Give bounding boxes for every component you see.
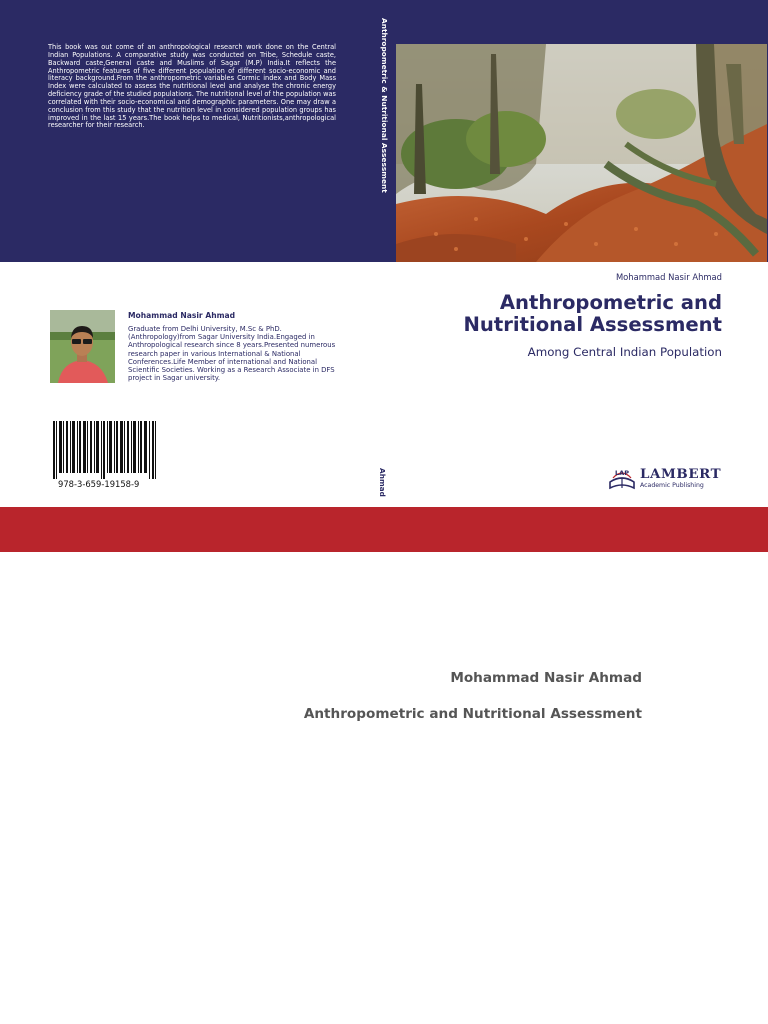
logo-mark-text: LAP xyxy=(615,469,629,477)
front-cover-subtitle: Among Central Indian Population xyxy=(527,345,722,359)
front-cover-title-line1: Anthropometric and xyxy=(499,291,722,314)
front-cover-author: Mohammad Nasir Ahmad xyxy=(615,272,722,282)
back-cover-blurb: This book was out come of an anthropological research work done on the Central Indian Populations. A comparative study was conducted on Tribe, Schedule caste, Backward caste,General caste and Muslims of Sagar (M.P) India.It reflects the Anthropometric features of five different population of different socio-economic and literacy background.From the anthropometric variables Cormic index and Body Mass Index were calculated to assess the nutritional level and analyse the chronic energy deficiency grade of the studied populations. The nutritional level of the population was correlated with their socio-economical and demographic parameters. One may draw a conclusion from this study that the nutrition level in considered population groups has improved in the last 15 years.The book helps to medical, Nutritionists,anthropological researcher for their research. xyxy=(48,43,336,130)
portrait-image xyxy=(50,310,115,383)
cover-photo xyxy=(396,44,767,262)
front-cover-title xyxy=(402,292,722,336)
spine-title: Anthropometric & Nutritional Assessment xyxy=(380,18,389,193)
publisher-name: LAMBERT xyxy=(640,466,722,482)
title-page-author: Mohammad Nasir Ahmad xyxy=(450,670,642,686)
lambert-logo-icon xyxy=(607,464,637,494)
red-band xyxy=(0,507,768,552)
author-portrait xyxy=(50,310,115,383)
isbn-number: 978-3-659-19158-9 xyxy=(58,479,140,489)
barcode-graphic xyxy=(52,421,158,479)
barcode xyxy=(52,421,158,479)
author-bio: Graduate from Delhi University, M.Sc & PhD. (Anthropology)from Sagar University India.Engaged in Anthropological research since 8 years.Presented numerous research paper in various International & National Conferences.Life Member of international and National Scientific Societies. Working as a Research Associate in DFS project in Sagar university. xyxy=(128,325,336,383)
title-page-title: Anthropometric and Nutritional Assessment xyxy=(303,706,642,722)
forest-image xyxy=(396,44,767,262)
front-cover-title-line2: Nutritional Assessment xyxy=(463,313,722,336)
author-bio-name: Mohammad Nasir Ahmad xyxy=(128,311,236,320)
spine-author: Ahmad xyxy=(378,468,387,497)
publisher-subtitle: Academic Publishing xyxy=(640,482,704,489)
